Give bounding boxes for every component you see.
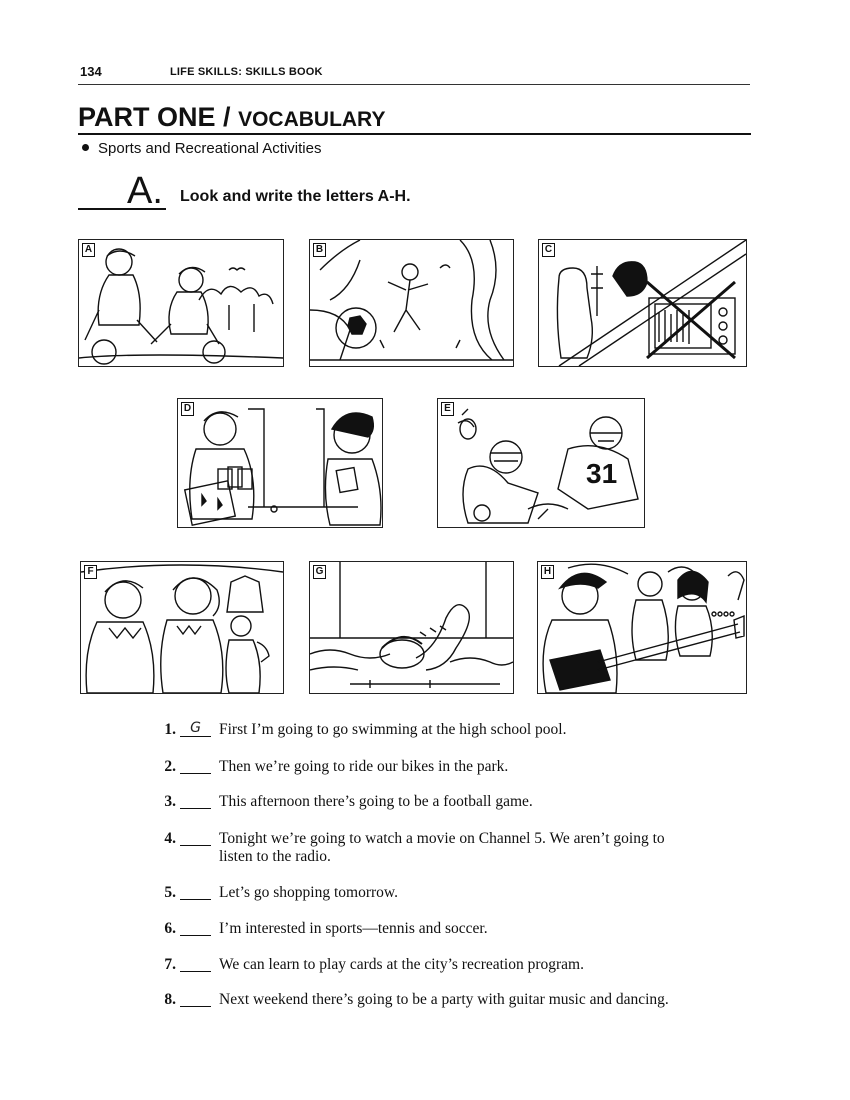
- swimming-illustration: [310, 562, 513, 693]
- answer-blank[interactable]: [180, 991, 211, 1007]
- item-text: Then we’re going to ride our bikes in the park.: [219, 758, 509, 775]
- item-text: Next weekend there’s going to be a party with guitar music and dancing.: [219, 991, 669, 1008]
- panel-letter: D: [181, 402, 194, 416]
- svg-text:31: 31: [586, 458, 618, 489]
- item-number: 1.: [164, 721, 176, 738]
- panel-letter: H: [541, 565, 554, 579]
- item-number: 3.: [164, 793, 176, 810]
- section-letter: A.: [127, 170, 163, 212]
- header-rule: [78, 84, 750, 85]
- panel-letter: B: [313, 243, 326, 257]
- answer-blank[interactable]: [180, 758, 211, 774]
- item-number: 5.: [164, 884, 176, 901]
- panel-letter: C: [542, 243, 555, 257]
- item-number: 7.: [164, 956, 176, 973]
- guitar-party-illustration: [538, 562, 746, 693]
- title-separator: /: [223, 102, 231, 132]
- answer-blank[interactable]: G: [180, 721, 211, 737]
- topic-line: [82, 140, 321, 157]
- panel-h: [537, 561, 747, 694]
- item-text: Let’s go shopping tomorrow.: [219, 884, 398, 901]
- shopping-illustration: [81, 562, 283, 693]
- bullet-icon: [82, 144, 89, 151]
- item-number: 6.: [164, 920, 176, 937]
- answer-blank[interactable]: [180, 830, 211, 846]
- item-text: We can learn to play cards at the city’s recreation program.: [219, 956, 584, 973]
- panel-letter: G: [313, 565, 326, 579]
- panel-a: [78, 239, 284, 367]
- panel-d: [177, 398, 383, 528]
- item-text: First I’m going to go swimming at the high school pool.: [219, 721, 567, 738]
- item-number: 4.: [164, 830, 176, 847]
- bike-riding-illustration: [79, 240, 283, 366]
- section-instruction: Look and write the letters A-H.: [180, 188, 411, 205]
- answer-blank[interactable]: [180, 920, 211, 936]
- title-main: PART ONE: [78, 102, 216, 132]
- item-text: This afternoon there’s going to be a football game.: [219, 793, 533, 810]
- panel-letter: E: [441, 402, 454, 416]
- tv-and-radio-illustration: [539, 240, 746, 366]
- page-number: 134: [80, 64, 102, 79]
- topic-text: Sports and Recreational Activities: [98, 140, 322, 157]
- playing-cards-illustration: [178, 399, 382, 527]
- panel-c: [538, 239, 747, 367]
- item-text: I’m interested in sports—tennis and soccer.: [219, 920, 488, 937]
- item-number: 2.: [164, 758, 176, 775]
- panel-letter: A: [82, 243, 95, 257]
- running-head: LIFE SKILLS: SKILLS BOOK: [170, 66, 323, 78]
- panel-e: [437, 398, 645, 528]
- item-text: Tonight we’re going to watch a movie on Channel 5. We aren’t going to: [219, 830, 665, 847]
- panel-b: [309, 239, 514, 367]
- answer-blank[interactable]: [180, 956, 211, 972]
- page-title: [78, 102, 385, 133]
- title-rule: [78, 133, 751, 135]
- answer-blank[interactable]: [180, 884, 211, 900]
- football-illustration: [438, 399, 644, 527]
- title-sub: VOCABULARY: [238, 108, 386, 131]
- item-text-continued: listen to the radio.: [219, 848, 331, 865]
- panel-g: [309, 561, 514, 694]
- soccer-illustration: [310, 240, 513, 366]
- answer-blank[interactable]: [180, 793, 211, 809]
- panel-letter: F: [84, 565, 97, 579]
- item-number: 8.: [164, 991, 176, 1008]
- panel-f: [80, 561, 284, 694]
